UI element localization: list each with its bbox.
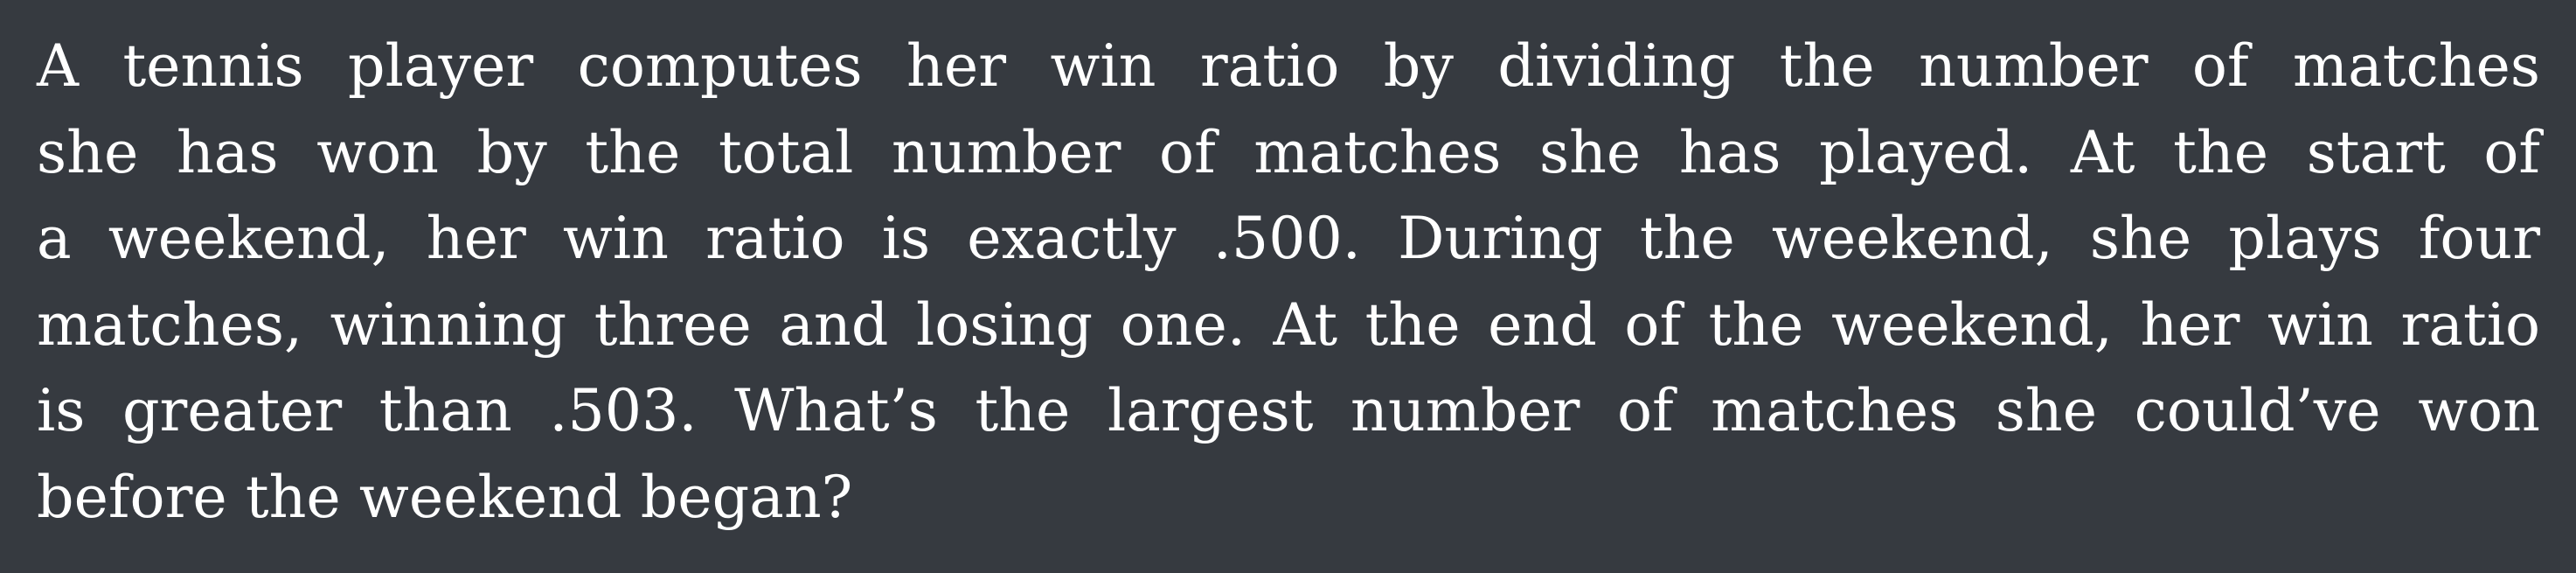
problem-line-2: she has won by the total number of matches she has played. At the start of: [37, 117, 2540, 186]
problem-line-4: matches, winning three and losing one. At the end of the weekend, her win ratio: [37, 290, 2540, 359]
problem-line-6: before the weekend began?: [37, 462, 853, 531]
problem-line-5: is greater than .503. What’s the largest number of matches she could’ve won: [37, 376, 2540, 444]
problem-line-1: A tennis player computes her win ratio by dividing the number of matches: [37, 31, 2540, 100]
problem-line-3: a weekend, her win ratio is exactly .500. During the weekend, she plays four: [37, 204, 2540, 272]
problem-statement: [37, 23, 2540, 540]
